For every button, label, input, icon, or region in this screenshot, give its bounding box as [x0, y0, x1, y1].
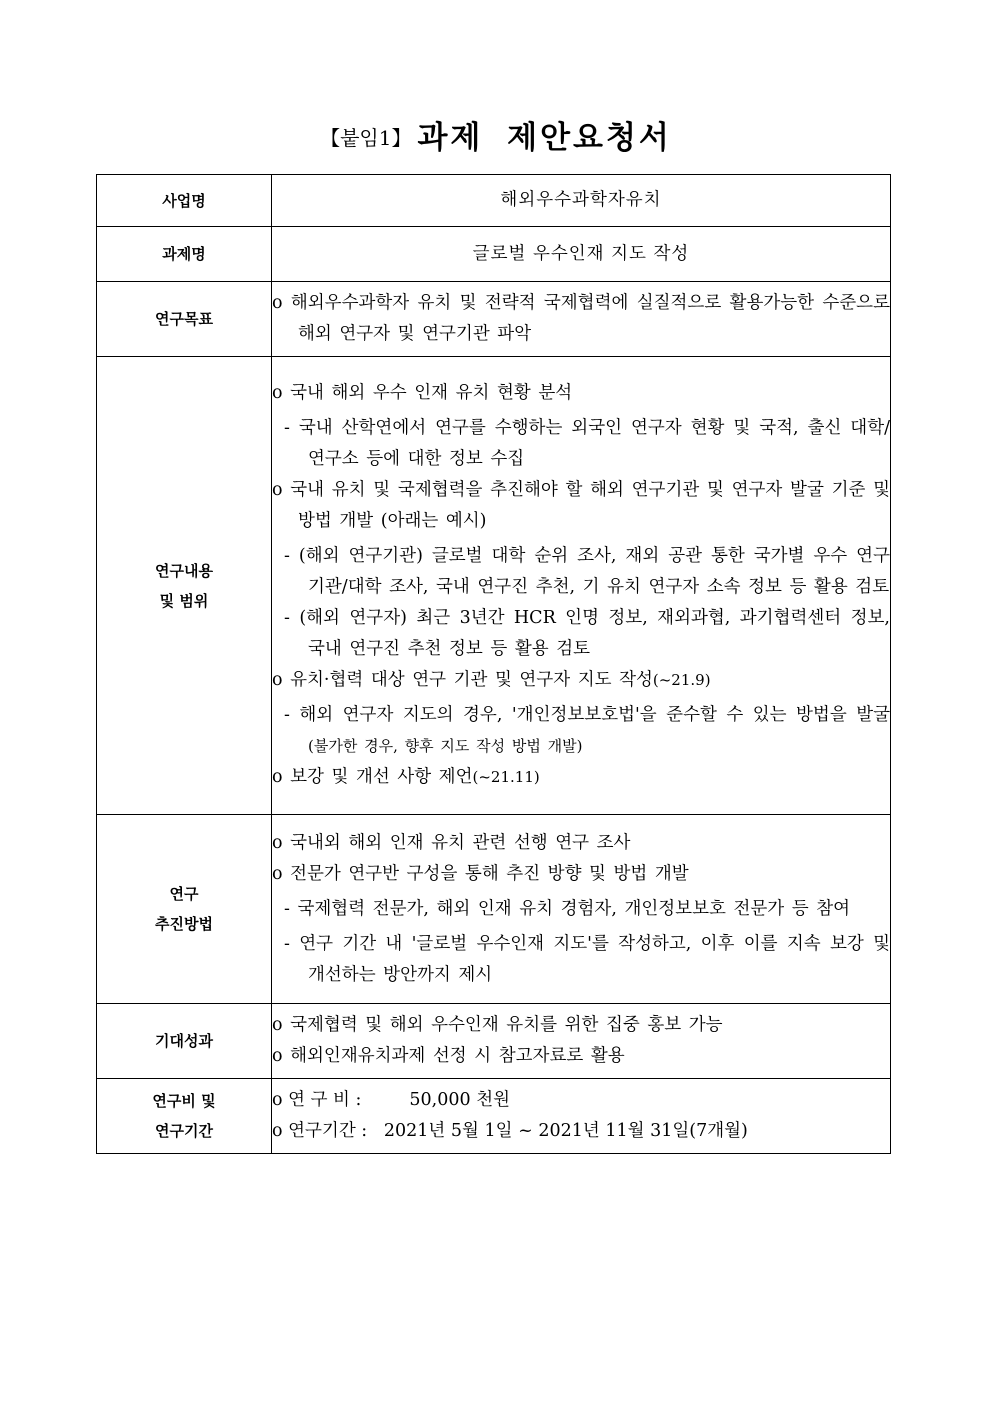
budget-cost-label: o 연 구 비 :	[272, 1090, 362, 1110]
row-business	[97, 175, 891, 227]
scope-subitem-text: - 해외 연구자 지도의 경우, '개인정보보호법'을 준수할 수 있는 방법을 발굴	[284, 705, 890, 725]
method-content	[272, 815, 891, 1004]
row-project	[97, 227, 891, 282]
budget-period-value: 2021년 5월 1일 ~ 2021년 11월 31일(7개월)	[383, 1121, 748, 1141]
goal-item: o 해외우수과학자 유치 및 전략적 국제협력에 실질적으로 활용가능한 수준으로 해외 연구자 및 연구기관 파악	[272, 293, 890, 344]
goal-content	[272, 282, 891, 357]
title-text: 과제 제안요청서	[417, 120, 672, 156]
row-scope	[97, 357, 891, 815]
scope-item: o 국내 해외 우수 인재 유치 현황 분석	[272, 383, 573, 403]
attachment-marker: 【붙임1】	[320, 126, 412, 150]
budget-cost	[272, 1085, 890, 1116]
outcome-item: o 국제협력 및 해외 우수인재 유치를 위한 집중 홍보 가능	[272, 1015, 723, 1035]
method-label-line2: 추진방법	[155, 915, 213, 933]
budget-cost-value: 50,000 천원	[409, 1090, 511, 1110]
budget-label-line1: 연구비 및	[152, 1092, 216, 1110]
method-label-line1: 연구	[169, 885, 199, 903]
scope-label-line1: 연구내용	[155, 561, 213, 580]
method-item: o 전문가 연구반 구성을 통해 추진 방향 및 방법 개발	[272, 863, 689, 884]
scope-item	[272, 665, 890, 696]
scope-item-date: (~21.9)	[652, 671, 711, 689]
scope-subitem	[272, 700, 890, 762]
goal-label: 연구목표	[97, 282, 272, 357]
row-goal	[97, 282, 891, 357]
budget-period-label: o 연구기간 :	[272, 1121, 368, 1141]
scope-item-text: o 유치·협력 대상 연구 기관 및 연구자 지도 작성	[272, 670, 653, 690]
scope-item: o 국내 유치 및 국제협력을 추진해야 할 해외 연구기관 및 연구자 발굴 기준 및 방법 개발 (아래는 예시)	[272, 480, 890, 531]
proposal-table	[96, 174, 891, 1154]
budget-period	[272, 1116, 890, 1147]
scope-item-date: (~21.11)	[472, 768, 540, 786]
document-title	[0, 112, 992, 157]
scope-subitem: - 국내 산학연에서 연구를 수행하는 외국인 연구자 현황 및 국적, 출신 대학/연구소 등에 대한 정보 수집	[284, 418, 890, 469]
row-outcome	[97, 1004, 891, 1079]
budget-label	[97, 1079, 272, 1154]
row-budget	[97, 1079, 891, 1154]
outcome-label: 기대성과	[97, 1004, 272, 1079]
scope-label	[97, 357, 272, 815]
scope-label-line2: 및 범위	[159, 591, 209, 610]
scope-subitem: - (해외 연구자) 최근 3년간 HCR 인명 정보, 재외과협, 과기협력센터 정보, 국내 연구진 추천 정보 등 활용 검토	[284, 608, 890, 659]
scope-item-text: o 보강 및 개선 사항 제언	[272, 767, 473, 787]
scope-subitem: - (해외 연구기관) 글로벌 대학 순위 조사, 재외 공관 통한 국가별 우수 연구기관/대학 조사, 국내 연구진 추천, 기 유치 연구자 소속 정보 등 활용 검토	[284, 546, 890, 597]
scope-item	[272, 762, 890, 793]
row-method	[97, 815, 891, 1004]
method-subitem: - 연구 기간 내 '글로벌 우수인재 지도'를 작성하고, 이후 이를 지속 보강 및 개선하는 방안까지 제시	[284, 933, 890, 985]
method-subitem: - 국제협력 전문가, 해외 인재 유치 경험자, 개인정보보호 전문가 등 참여	[284, 898, 851, 919]
outcome-item: o 해외인재유치과제 선정 시 참고자료로 활용	[272, 1046, 625, 1066]
method-item: o 국내외 해외 인재 유치 관련 선행 연구 조사	[272, 832, 631, 853]
scope-content	[272, 357, 891, 815]
budget-label-line2: 연구기간	[155, 1122, 213, 1140]
business-value: 해외우수과학자유치	[272, 175, 891, 227]
project-value: 글로벌 우수인재 지도 작성	[272, 227, 891, 282]
outcome-content	[272, 1004, 891, 1079]
project-label: 과제명	[97, 227, 272, 282]
business-label: 사업명	[97, 175, 272, 227]
method-label	[97, 815, 272, 1004]
scope-subitem-note: (불가한 경우, 향후 지도 작성 방법 개발)	[308, 737, 583, 755]
budget-content	[272, 1079, 891, 1154]
